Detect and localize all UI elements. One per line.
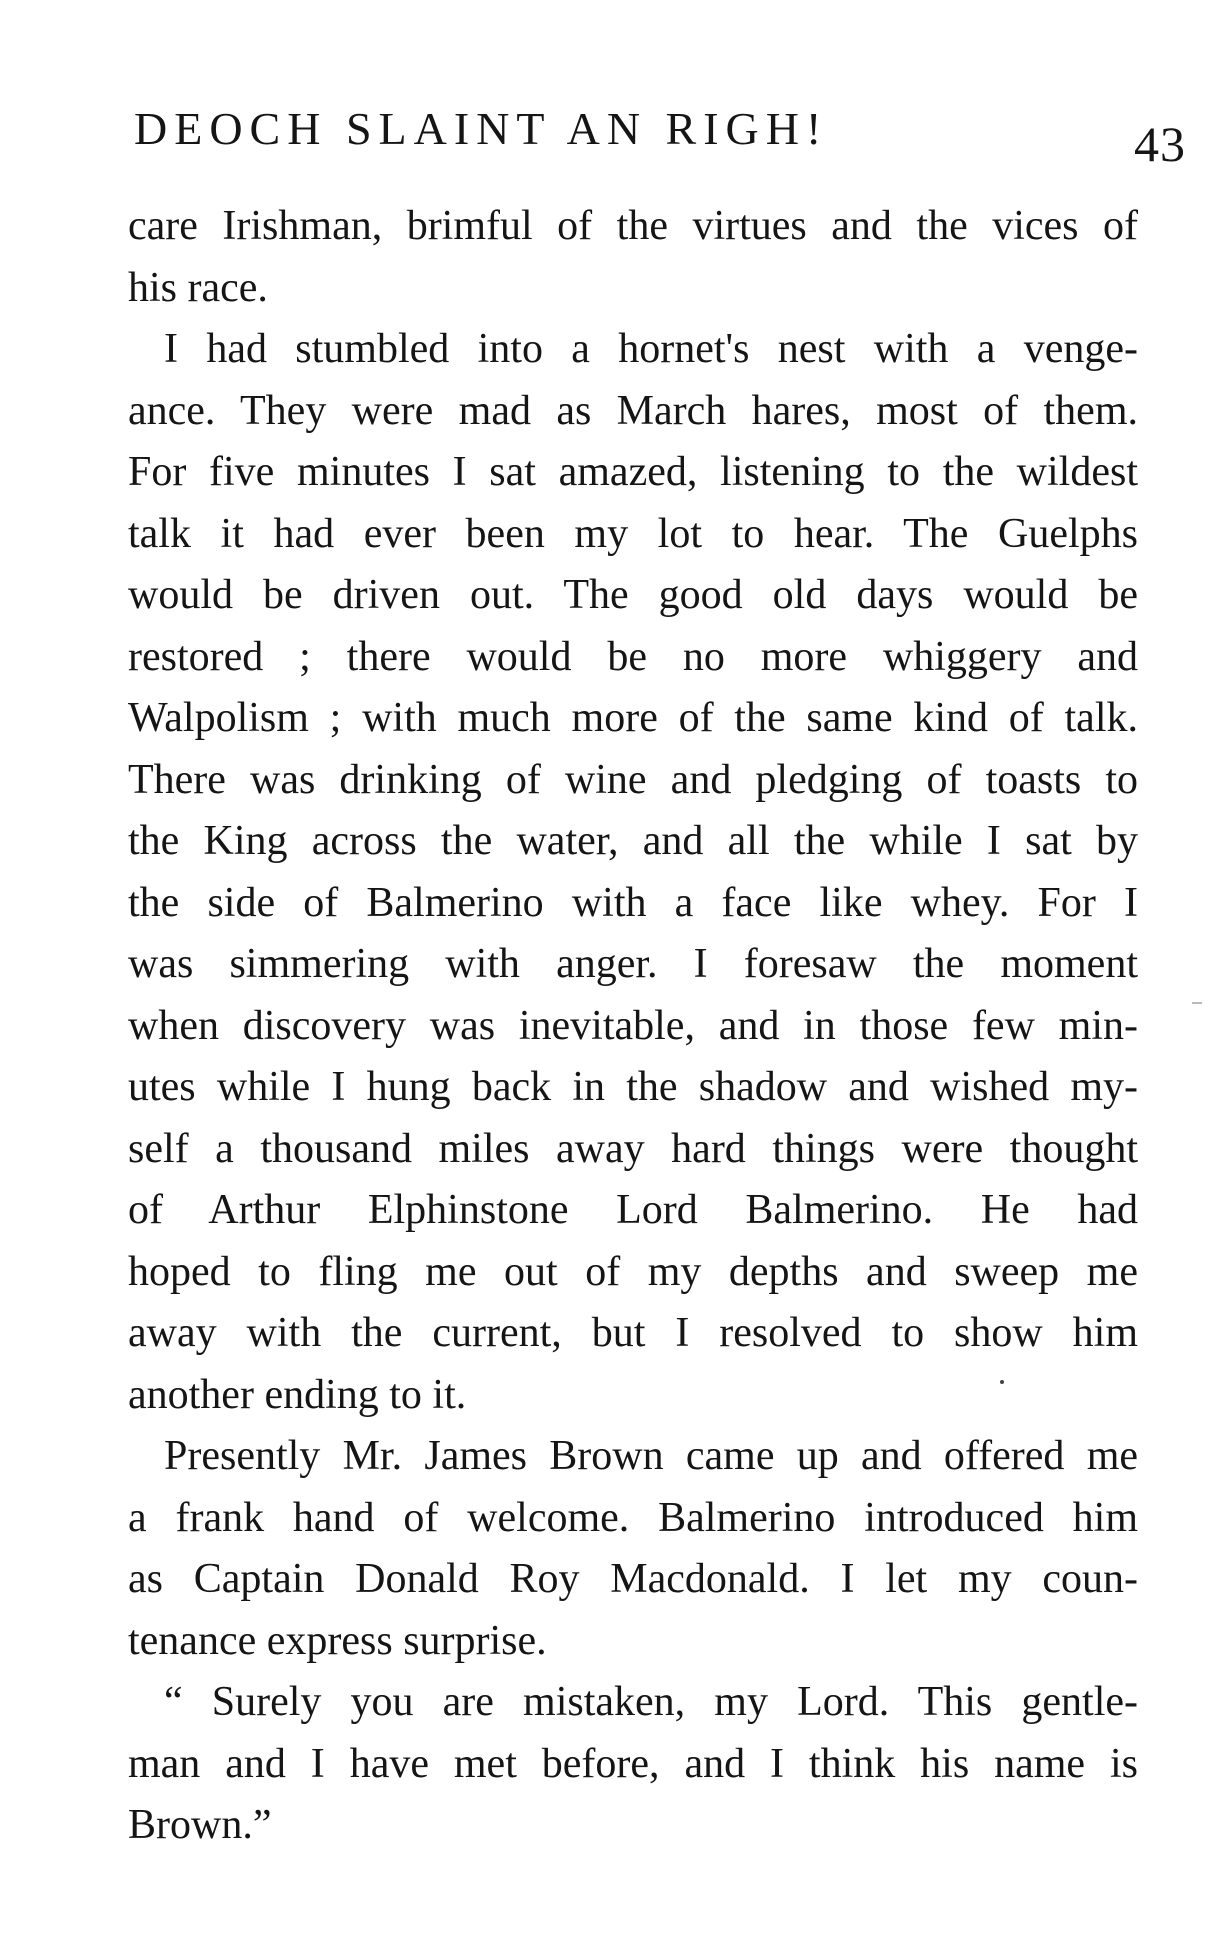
text-line: utes while I hung back in the shadow and wished my- xyxy=(128,1064,1138,1110)
text-line: would be driven out. The good old days would be xyxy=(128,572,1138,618)
text-line: restored ; there would be no more whiggery and xyxy=(128,633,1138,680)
text-line: a frank hand of welcome. Balmerino introduced him xyxy=(128,1494,1138,1541)
paragraph-continued xyxy=(128,196,1138,319)
text-line: tenance express surprise. xyxy=(128,1617,547,1664)
chapter-title: DEOCH SLAINT AN RIGH! xyxy=(134,103,829,154)
paragraph-james-brown xyxy=(128,1426,1138,1672)
text-line: care Irishman, brimful of the virtues and the vices of xyxy=(128,203,1138,249)
text-line: of Arthur Elphinstone Lord Balmerino. He had xyxy=(128,1187,1138,1233)
text-line: the side of Balmerino with a face like whey. For I xyxy=(128,879,1138,926)
paragraph-dialogue xyxy=(128,1672,1138,1857)
text-line: “ Surely you are mistaken, my Lord. This gentle- xyxy=(164,1679,1138,1725)
text-line: as Captain Donald Roy Macdonald. I let my coun- xyxy=(128,1556,1138,1602)
text-line: hoped to fling me out of my depths and sweep me xyxy=(128,1248,1138,1295)
text-line: away with the current, but I resolved to show him xyxy=(128,1310,1138,1356)
text-line: Walpolism ; with much more of the same kind of talk. xyxy=(128,695,1138,741)
text-line: man and I have met before, and I think his name is xyxy=(128,1740,1138,1787)
text-line: I had stumbled into a hornet's nest with a venge- xyxy=(164,326,1138,372)
text-line: was simmering with anger. I foresaw the moment xyxy=(128,941,1138,987)
margin-tick xyxy=(1192,1002,1202,1004)
paragraph-hornets-nest xyxy=(128,319,1138,1426)
text-line: when discovery was inevitable, and in those few min- xyxy=(128,1002,1138,1049)
text-line: Presently Mr. James Brown came up and offered me xyxy=(164,1433,1138,1479)
page-number: 43 xyxy=(1134,116,1186,172)
text-line: the King across the water, and all the while I sat by xyxy=(128,818,1138,864)
text-line: ance. They were mad as March hares, most of them. xyxy=(128,387,1138,434)
text-line: another ending to it. xyxy=(128,1371,467,1418)
text-line: For five minutes I sat amazed, listening to the wildest xyxy=(128,449,1138,495)
body-text xyxy=(128,196,1138,1857)
text-line: talk it had ever been my lot to hear. The Guelphs xyxy=(128,510,1138,557)
text-line: self a thousand miles away hard things were thought xyxy=(128,1125,1138,1172)
text-line: There was drinking of wine and pledging of toasts to xyxy=(128,756,1138,803)
print-speck xyxy=(1000,1380,1004,1384)
text-line: Brown.” xyxy=(128,1802,272,1848)
text-line: his race. xyxy=(128,264,268,311)
running-head xyxy=(134,102,1186,172)
